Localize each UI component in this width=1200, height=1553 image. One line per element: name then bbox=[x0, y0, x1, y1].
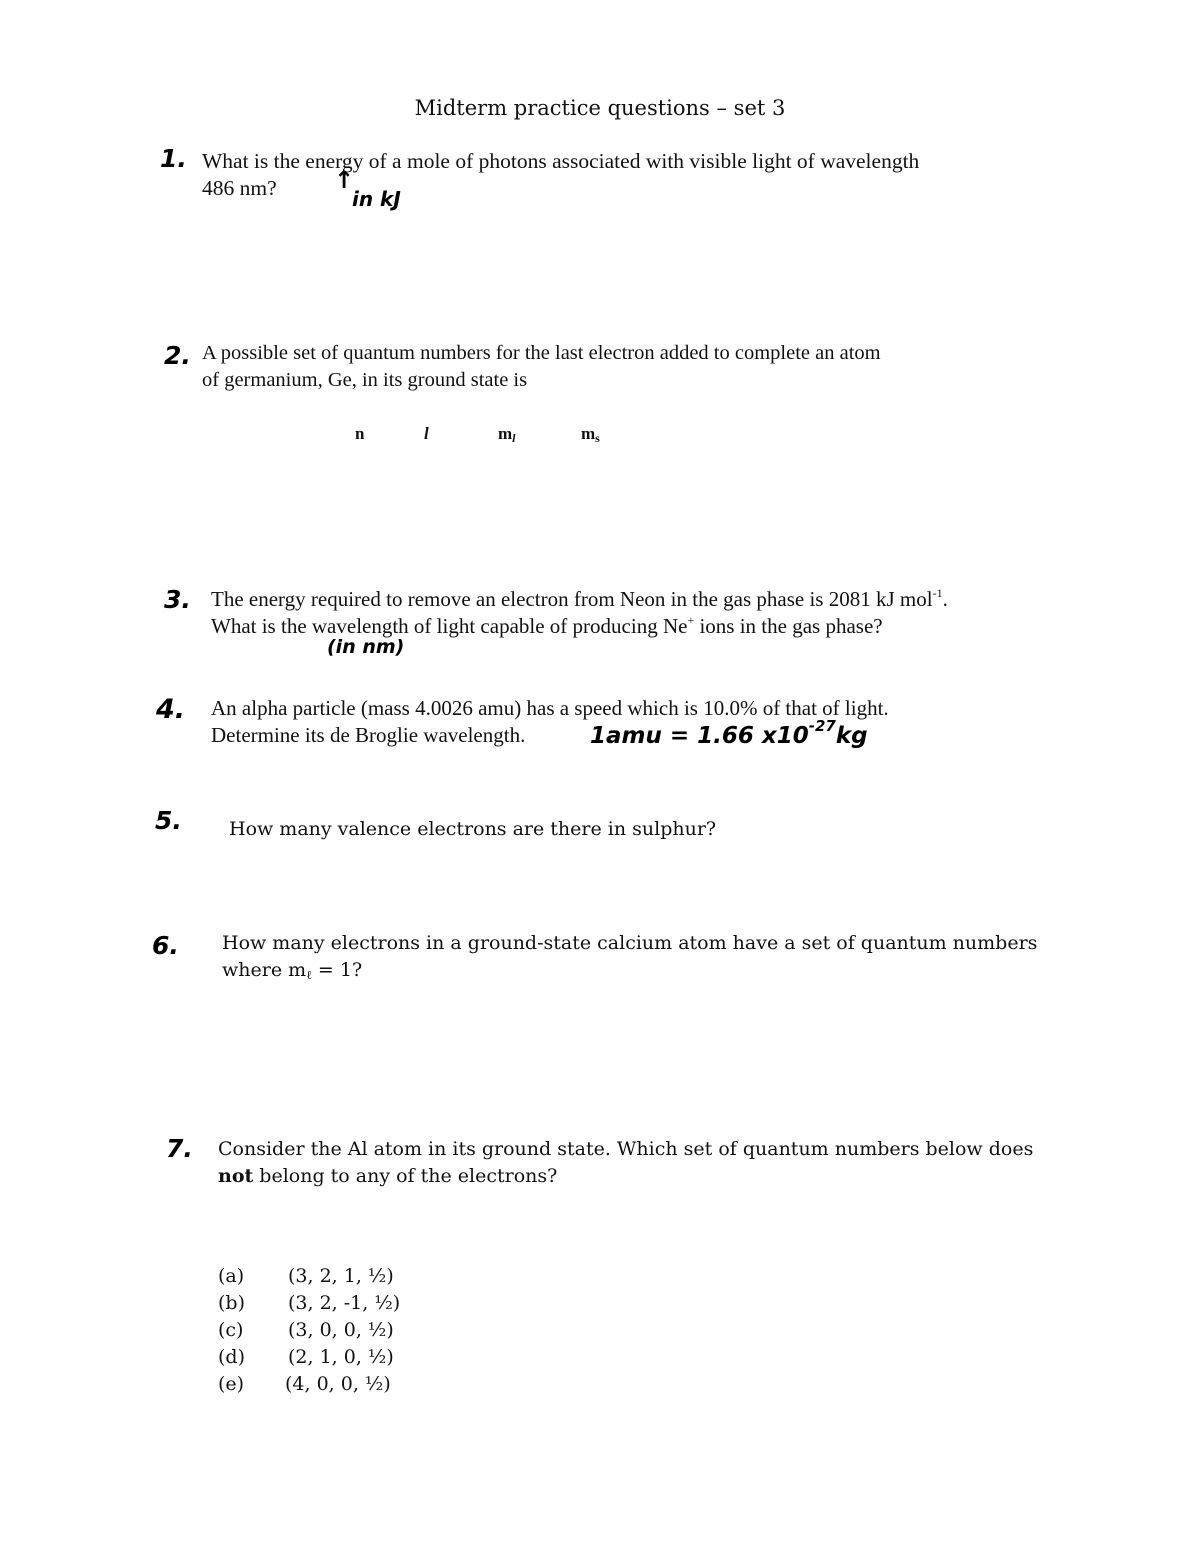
question-5-number: 5. bbox=[155, 806, 182, 835]
header-l: l bbox=[424, 424, 429, 443]
question-4-line-1: An alpha particle (mass 4.0026 amu) has a speed which is 10.0% of that of light. bbox=[211, 696, 889, 720]
question-6-line-1: How many electrons in a ground-state calcium atom have a set of quantum numbers bbox=[222, 932, 1038, 954]
question-1-line-1: What is the energy of a mole of photons associated with visible light of wavelength bbox=[202, 149, 920, 173]
choice-label: (e) bbox=[218, 1373, 245, 1395]
header-ms: $m_s$ bbox=[581, 424, 600, 445]
question-2-text bbox=[202, 340, 881, 394]
question-1-text bbox=[202, 148, 919, 202]
header-n: n bbox=[355, 424, 365, 443]
header-ml: $m_l$ bbox=[498, 424, 516, 445]
question-2-line-2: of germanium, Ge, in its ground state is bbox=[202, 369, 528, 391]
question-4-number: 4. bbox=[156, 694, 186, 725]
choice-value: (3, 2, 1, ½) bbox=[288, 1265, 394, 1287]
question-6-number: 6. bbox=[152, 931, 179, 960]
choice-label: (d) bbox=[218, 1346, 245, 1368]
question-3-text bbox=[211, 586, 948, 640]
question-3-number: 3. bbox=[164, 585, 191, 614]
choice-label: (b) bbox=[218, 1292, 245, 1314]
question-7-number: 7. bbox=[166, 1134, 193, 1163]
question-1-line-2: 486 nm? bbox=[202, 176, 277, 200]
question-2-line-1: A possible set of quantum numbers for the last electron added to complete an atom bbox=[202, 342, 881, 364]
question-5-text bbox=[229, 816, 716, 843]
choice-value: (3, 0, 0, ½) bbox=[288, 1319, 394, 1341]
choice-value: (4, 0, 0, ½) bbox=[285, 1373, 391, 1395]
question-5-line-1: How many valence electrons are there in sulphur? bbox=[229, 818, 717, 840]
question-1-number: 1. bbox=[160, 144, 187, 173]
choice-value: (2, 1, 0, ½) bbox=[288, 1346, 394, 1368]
choice-label: (c) bbox=[218, 1319, 244, 1341]
question-1-arrow-annotation: ↑ bbox=[334, 166, 355, 194]
question-7-text bbox=[218, 1136, 1033, 1190]
question-6-line-2: where $m_\ell = 1$? bbox=[222, 959, 363, 982]
question-3-line-2: What is the wavelength of light capable of producing Ne+ ions in the gas phase? bbox=[211, 613, 883, 638]
choice-value: (3, 2, -1, ½) bbox=[288, 1292, 401, 1314]
question-2-number: 2. bbox=[164, 341, 191, 370]
question-7-line-1: Consider the Al atom in its ground state. Which set of quantum numbers below does bbox=[218, 1138, 1034, 1160]
question-1-annotation: in kJ bbox=[352, 187, 401, 211]
page-title: Midterm practice questions – set 3 bbox=[414, 96, 786, 120]
question-4-line-2: Determine its de Broglie wavelength. bbox=[211, 723, 526, 747]
question-3-line-1: The energy required to remove an electron from Neon in the gas phase is 2081 kJ mol$^{-1}$. bbox=[211, 586, 948, 611]
question-3-annotation: (in nm) bbox=[327, 636, 405, 658]
choice-label: (a) bbox=[218, 1265, 245, 1287]
question-6-text bbox=[222, 930, 1037, 984]
question-4-annotation: 1amu = 1.66 $x10^{-27}kg$ bbox=[590, 717, 868, 749]
question-7-line-2: not belong to any of the electrons? bbox=[218, 1165, 558, 1187]
